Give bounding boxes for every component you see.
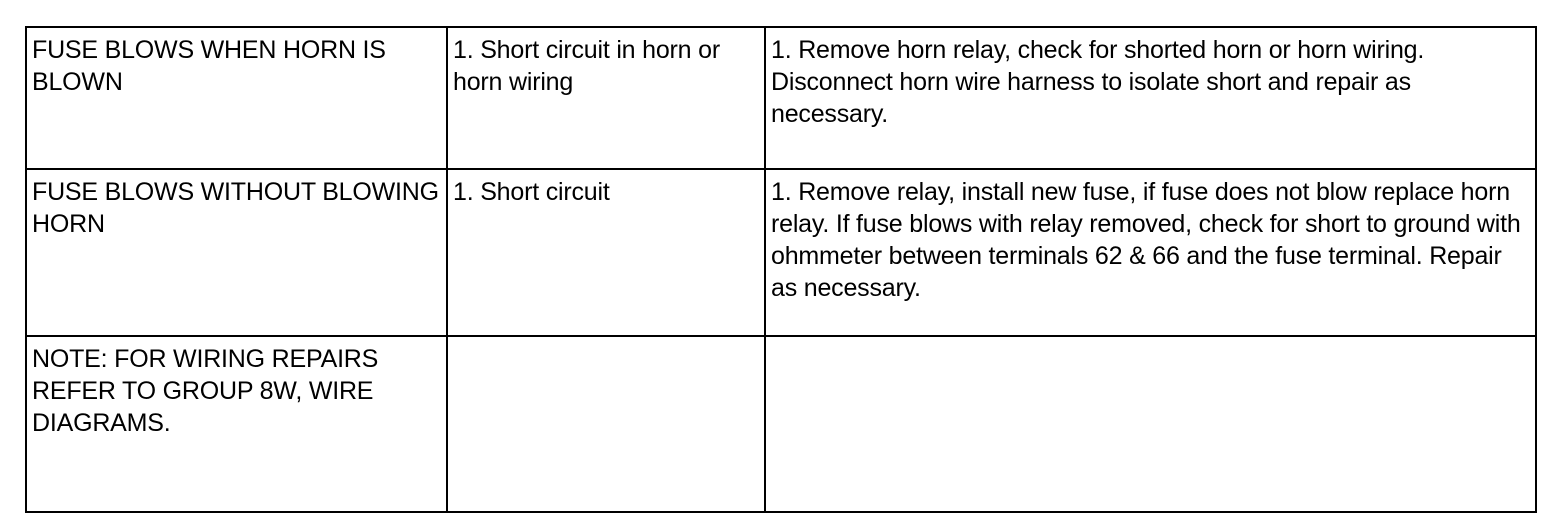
condition-cell: FUSE BLOWS WHEN HORN IS BLOWN — [26, 27, 447, 169]
correction-cell — [765, 336, 1536, 512]
cause-cell — [447, 336, 765, 512]
diagnosis-table — [25, 26, 1537, 513]
condition-cell: FUSE BLOWS WITHOUT BLOWING HORN — [26, 169, 447, 336]
table-row — [26, 27, 1536, 169]
cause-cell: 1. Short circuit — [447, 169, 765, 336]
table-row — [26, 169, 1536, 336]
correction-cell: 1. Remove horn relay, check for shorted horn or horn wiring. Disconnect horn wire harness to isolate short and repair as necessary. — [765, 27, 1536, 169]
note-cell: NOTE: FOR WIRING REPAIRS REFER TO GROUP 8W, WIRE DIAGRAMS. — [26, 336, 447, 512]
correction-cell: 1. Remove relay, install new fuse, if fuse does not blow replace horn relay. If fuse blows with relay removed, check for short to ground with ohmmeter between terminals 62 & 66 and the fuse terminal. Repair as necessary. — [765, 169, 1536, 336]
cause-cell: 1. Short circuit in horn or horn wiring — [447, 27, 765, 169]
table-row — [26, 336, 1536, 512]
